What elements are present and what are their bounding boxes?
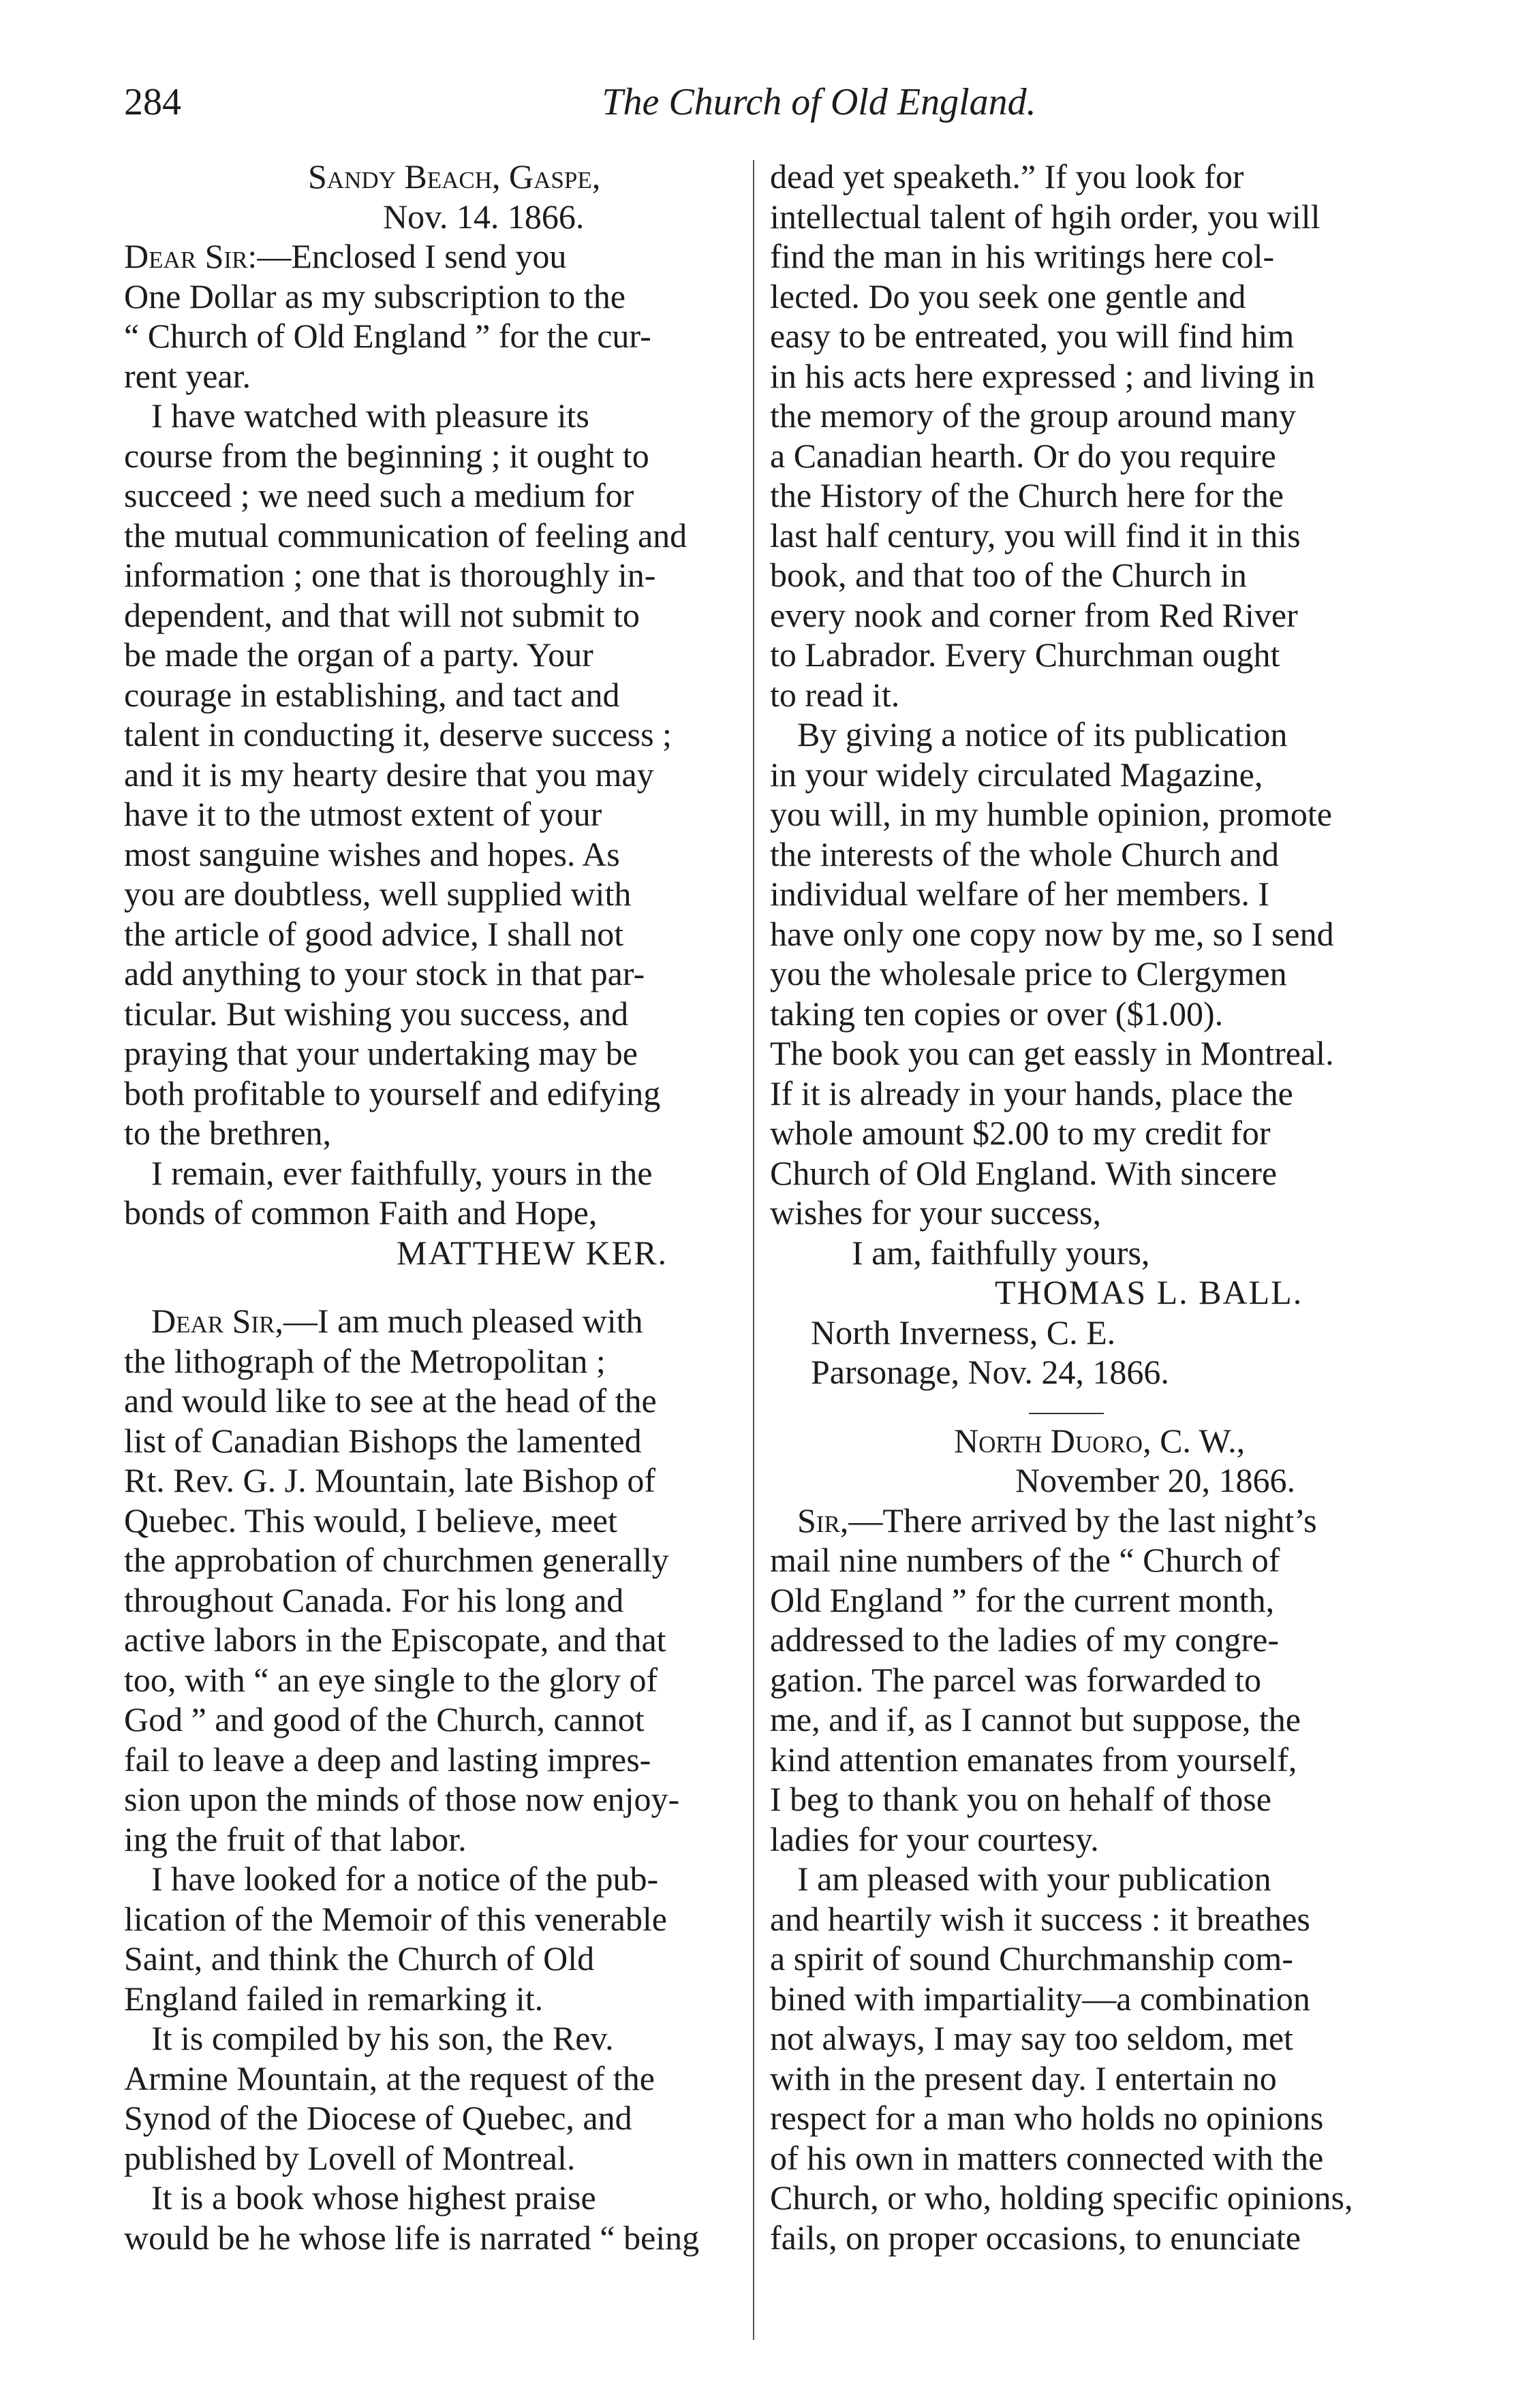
- text-line: fail to leave a deep and lasting impres-: [124, 1740, 651, 1779]
- text-line: and it is my hearty desire that you may: [124, 755, 654, 794]
- page-number: 284: [124, 81, 181, 123]
- text-line: have it to the utmost extent of your: [124, 795, 602, 833]
- text-line: Church of Old England. With sincere: [770, 1153, 1278, 1192]
- salutation: Dear Sir,: [151, 1302, 283, 1340]
- text-line: the lithograph of the Metropolitan ;: [124, 1341, 606, 1380]
- letter-paragraph: [770, 157, 1383, 715]
- text-line: throughout Canada. For his long and: [124, 1580, 624, 1619]
- letter-paragraph: [124, 1301, 737, 1859]
- text-line: lected. Do you seek one gentle and: [770, 277, 1246, 315]
- text-line: addressed to the ladies of my congre-: [770, 1621, 1279, 1659]
- text-line: the mutual communication of feeling and: [124, 516, 688, 554]
- text-line: England failed in remarking it.: [124, 1979, 544, 2018]
- letter-paragraph: [770, 1501, 1383, 1860]
- salutation: Sir,: [797, 1501, 849, 1539]
- text-line: me, and if, as I cannot but suppose, the: [770, 1700, 1301, 1738]
- text-line: too, with “ an eye single to the glory of: [124, 1660, 658, 1699]
- text-line: course from the beginning ; it ought to: [124, 436, 649, 475]
- letter-paragraph: [770, 715, 1383, 1233]
- text-line: Sir,—There arrived by the last night’s: [797, 1501, 1317, 1539]
- letter-paragraph: [124, 1153, 737, 1233]
- text-line: Dear Sir:—Enclosed I send you: [124, 237, 567, 275]
- text-line: the approbation of churchmen generally: [124, 1541, 669, 1579]
- letter-paragraph: [124, 1859, 737, 2018]
- text-line: Dear Sir,—I am much pleased with: [151, 1302, 643, 1340]
- letter-paragraph: [770, 1859, 1383, 2257]
- text-line: to read it.: [770, 675, 900, 714]
- text-line: most sanguine wishes and hopes. As: [124, 834, 620, 873]
- dateline-date: November 20, 1866.: [1015, 1461, 1296, 1499]
- text-line: I have watched with pleasure its: [151, 396, 589, 435]
- text-line: the History of the Church here for the: [770, 476, 1284, 514]
- text-line: and would like to see at the head of the: [124, 1381, 657, 1420]
- text-line: to the brethren,: [124, 1114, 332, 1152]
- text-line: sion upon the minds of those now enjoy-: [124, 1780, 680, 1818]
- text-line: lication of the Memoir of this venerable: [124, 1899, 667, 1938]
- text-line: kind attention emanates from yourself,: [770, 1740, 1297, 1779]
- text-line: you will, in my humble opinion, promote: [770, 795, 1332, 833]
- signature: THOMAS L. BALL.: [995, 1273, 1303, 1311]
- salutation: Dear Sir:: [124, 237, 258, 275]
- text-line: ladies for your courtesy.: [770, 1819, 1099, 1858]
- text-line: individual welfare of her members. I: [770, 875, 1270, 913]
- letter-paragraph: [124, 396, 737, 1153]
- dateline-date: Nov. 14. 1866.: [383, 197, 585, 236]
- address-line: Parsonage, Nov. 24, 1866.: [811, 1353, 1169, 1391]
- text-line: Saint, and think the Church of Old: [124, 1939, 595, 1977]
- text-line: gation. The parcel was forwarded to: [770, 1660, 1262, 1699]
- text-line: you the wholesale price to Clergymen: [770, 954, 1287, 992]
- text-line: respect for a man who holds no opinions: [770, 2099, 1324, 2137]
- text-line: Church, or who, holding specific opinions,: [770, 2178, 1353, 2217]
- text-line: Armine Mountain, at the request of the: [124, 2059, 655, 2097]
- text-line: taking ten copies or over ($1.00).: [770, 994, 1224, 1033]
- text-line: intellectual talent of hgih order, you will: [770, 197, 1320, 236]
- address-line: North Inverness, C. E.: [811, 1313, 1116, 1351]
- text-line: It is compiled by his son, the Rev.: [151, 2019, 614, 2057]
- text-line: in his acts here expressed ; and living in: [770, 356, 1315, 395]
- text-line: a spirit of sound Churchmanship com-: [770, 1939, 1293, 1977]
- dateline-place: North Duoro, C. W.,: [954, 1421, 1246, 1460]
- text-line: the article of good advice, I shall not: [124, 914, 624, 953]
- text-line: in your widely circulated Magazine,: [770, 755, 1263, 794]
- text-line: “ Church of Old England ” for the cur-: [124, 317, 651, 355]
- text-line: bonds of common Faith and Hope,: [124, 1193, 598, 1232]
- text-line: a Canadian hearth. Or do you require: [770, 436, 1276, 475]
- text-line: would be he whose life is narrated “ being: [124, 2218, 700, 2257]
- text-line: rent year.: [124, 356, 251, 395]
- text-line: not always, I may say too seldom, met: [770, 2019, 1293, 2057]
- text-line: The book you can get eassly in Montreal.: [770, 1034, 1334, 1072]
- text-line: praying that your undertaking may be: [124, 1034, 638, 1072]
- text-line: whole amount $2.00 to my credit for: [770, 1114, 1271, 1152]
- text-line: you are doubtless, well supplied with: [124, 875, 632, 913]
- text-line: It is a book whose highest praise: [151, 2178, 596, 2217]
- letter-paragraph: [124, 236, 737, 396]
- text-line: list of Canadian Bishops the lamented: [124, 1421, 642, 1460]
- text-line: I am pleased with your publication: [797, 1860, 1271, 1898]
- letter-north-duoro: [770, 1421, 1383, 2258]
- text-line: I remain, ever faithfully, yours in the: [151, 1153, 653, 1192]
- text-line: God ” and good of the Church, cannot: [124, 1700, 645, 1738]
- text-line: bined with impartiality—a combination: [770, 1979, 1310, 2018]
- signature: MATTHEW KER.: [397, 1233, 668, 1272]
- text-line: I beg to thank you on hehalf of those: [770, 1780, 1271, 1818]
- text-line: fails, on proper occasions, to enunciate: [770, 2218, 1301, 2257]
- text-line: Rt. Rev. G. J. Mountain, late Bishop of: [124, 1461, 656, 1499]
- text-line: Quebec. This would, I believe, meet: [124, 1501, 617, 1539]
- text-line: to Labrador. Every Churchman ought: [770, 636, 1280, 674]
- text-line: One Dollar as my subscription to the: [124, 277, 626, 315]
- text-line: every nook and corner from Red River: [770, 595, 1298, 634]
- right-column: [770, 157, 1383, 2257]
- text-line: I have looked for a notice of the pub-: [151, 1860, 659, 1898]
- text-line: information ; one that is thoroughly in-: [124, 556, 656, 594]
- text-line: ing the fruit of that labor.: [124, 1819, 467, 1858]
- running-title: The Church of Old England.: [602, 81, 1036, 123]
- text-line: last half century, you will find it in this: [770, 516, 1301, 554]
- text-line: Synod of the Diocese of Quebec, and: [124, 2099, 632, 2137]
- page-header: [124, 80, 1405, 135]
- text-line: both profitable to yourself and edifying: [124, 1074, 661, 1112]
- text-line: talent in conducting it, deserve success ;: [124, 715, 672, 753]
- text-line: find the man in his writings here col-: [770, 237, 1275, 275]
- text-line: active labors in the Episcopate, and that: [124, 1621, 666, 1659]
- section-rule: [1029, 1413, 1104, 1414]
- letter-paragraph: [124, 2178, 737, 2257]
- text-line: wishes for your success,: [770, 1193, 1102, 1232]
- text-line: courage in establishing, and tact and: [124, 675, 620, 714]
- text-line: be made the organ of a party. Your: [124, 636, 593, 674]
- text-line: Old England ” for the current month,: [770, 1580, 1275, 1619]
- text-line: mail nine numbers of the “ Church of: [770, 1541, 1280, 1579]
- letter-matthew-ker: [124, 157, 737, 1272]
- text-line: have only one copy now by me, so I send: [770, 914, 1334, 953]
- letter-paragraph: [124, 2018, 737, 2178]
- text-line: the interests of the whole Church and: [770, 834, 1280, 873]
- text-line: succeed ; we need such a medium for: [124, 476, 634, 514]
- text-line: By giving a notice of its publication: [797, 715, 1288, 753]
- text-line: of his own in matters connected with the: [770, 2138, 1324, 2177]
- text-line: dead yet speaketh.” If you look for: [770, 157, 1244, 196]
- text-line: dependent, and that will not submit to: [124, 595, 640, 634]
- left-column: [124, 157, 737, 2257]
- letter-memoir-mountain: [124, 1301, 737, 2257]
- text-line: If it is already in your hands, place the: [770, 1074, 1293, 1112]
- dateline-place: Sandy Beach, Gaspe,: [308, 157, 601, 196]
- text-line: and heartily wish it success : it breathes: [770, 1899, 1310, 1938]
- letter-memoir-continued: [770, 157, 1383, 1392]
- column-divider: [753, 160, 754, 2340]
- text-line: the memory of the group around many: [770, 396, 1297, 435]
- text-line: book, and that too of the Church in: [770, 556, 1247, 594]
- text-line: with in the present day. I entertain no: [770, 2059, 1277, 2097]
- text-line: add anything to your stock in that par-: [124, 954, 645, 992]
- text-line: easy to be entreated, you will find him: [770, 317, 1295, 355]
- text-line: published by Lovell of Montreal.: [124, 2138, 576, 2177]
- text-line: ticular. But wishing you success, and: [124, 994, 629, 1033]
- closing: I am, faithfully yours,: [852, 1233, 1150, 1272]
